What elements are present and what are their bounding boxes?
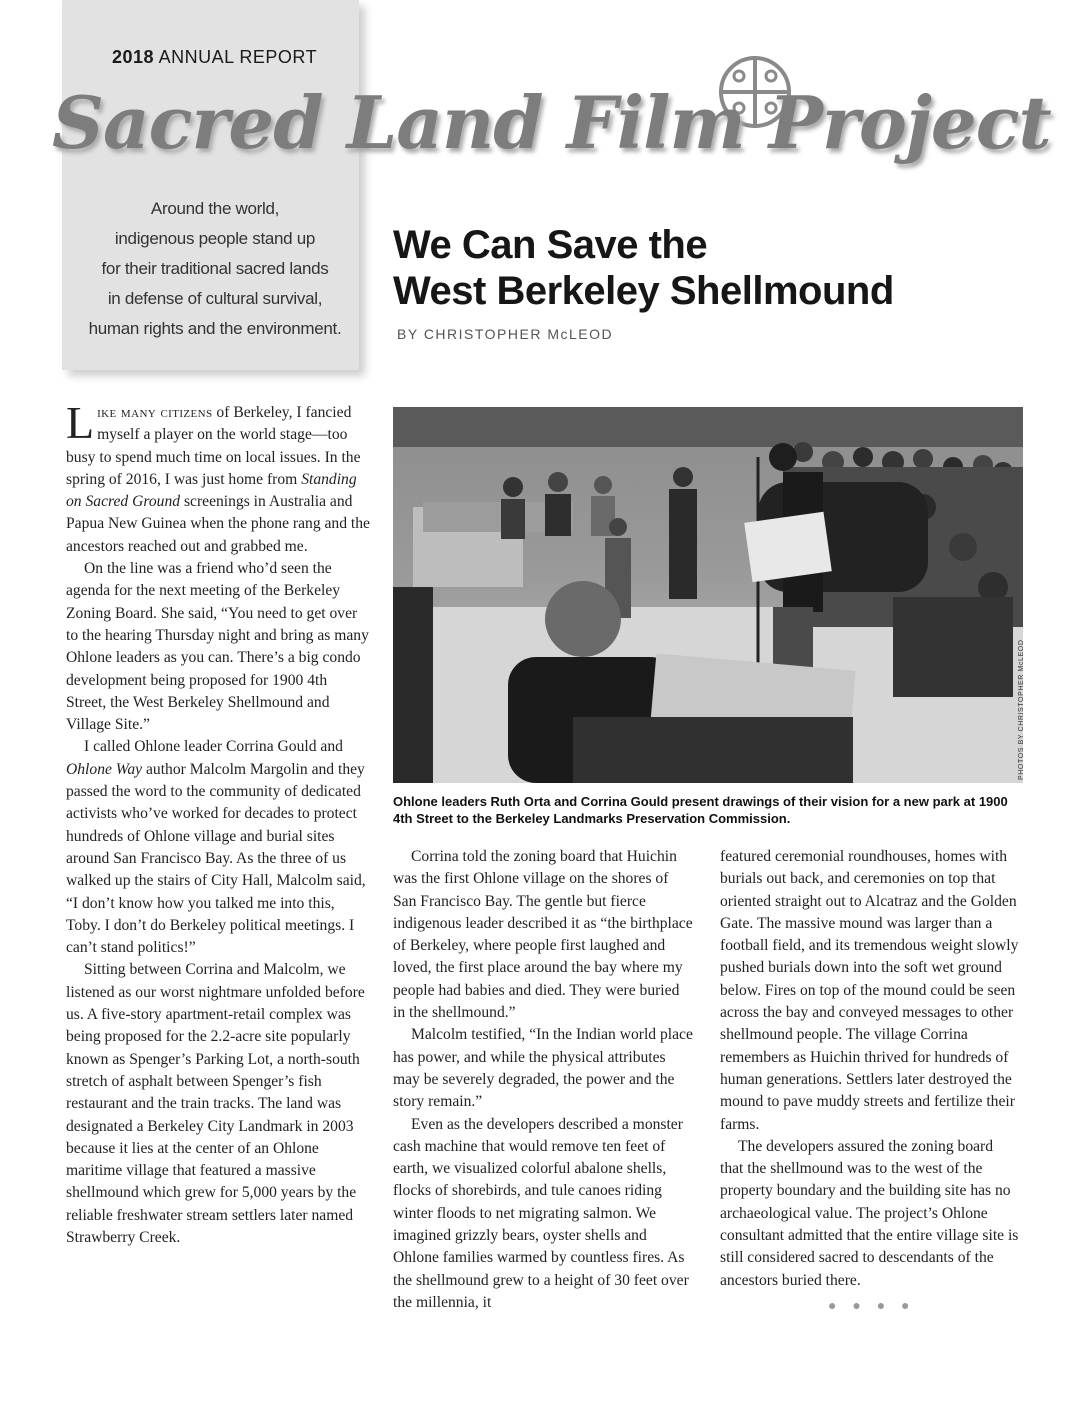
masthead-title: Sacred Land Film Project — [52, 80, 1051, 165]
meeting-photo — [393, 407, 1023, 783]
headline-line-1: We Can Save the — [393, 223, 708, 267]
annual-report-label — [112, 47, 317, 68]
paragraph: Corrina told the zoning board that Huichin was the first Ohlone village on the shores of San Francisco Bay. The gentle but fierce indigenous leader described it as “the birthplace of Berkeley, where people first laughed and loved, the first place around the bay where my people had babies and died. They were buried in the shellmound.” — [393, 848, 693, 1022]
article-column-right — [720, 846, 1020, 1292]
paragraph: featured ceremonial roundhouses, homes with burials out back, and ceremonies on top that oriented straight out to Alcatraz and the Golden Gate. The massive mound was larger than a football field, and its tremendous weight slowly pushed burials down into the soft wet ground below. Fires on top of the mound could be seen across the bay and conveyed messages to other shellmound people. The village Corrina remembers as Huichin thrived for hundreds of human generations. Settlers later destroyed the mound to pave muddy streets and fertilize their farms. — [720, 848, 1019, 1133]
photo-credit: PHOTOS BY CHRISTOPHER McLEOD — [1018, 639, 1025, 780]
report-year: 2018 — [112, 47, 155, 67]
byline: BY CHRISTOPHER McLEOD — [397, 326, 614, 342]
paragraph: Like many citizens of Berkeley, I fancied myself a player on the world stage—too busy to spend much time on local issues. In the spring of 2016, I was just home from Standing on Sacred Ground screenings in Australia and Papua New Guinea when the phone rang and the ancestors reached out and grabbed me. — [66, 397, 370, 555]
drop-cap: L — [66, 397, 95, 448]
paragraph: Malcolm testified, “In the Indian world place has power, and while the physical attributes may be severely degraded, the power and the story remain.” — [393, 1026, 693, 1111]
end-of-section-dots-icon: ● ● ● ● — [828, 1297, 916, 1313]
paragraph: On the line was a friend who’d seen the agenda for the next meeting of the Berkeley Zoning Board. She said, “You need to get over to the hearing Thursday night and bring as many Ohlone leaders as you can. There’s a big condo development being proposed for 1900 4th Street, the West Berkeley Shellmound and Village Site.” — [66, 560, 369, 734]
article-column-middle — [393, 846, 693, 1314]
tagline-line: Around the world, — [150, 199, 280, 218]
tagline — [70, 194, 360, 344]
paragraph: Sitting between Corrina and Malcolm, we listened as our worst nightmare unfolded before us. A five-story apartment-retail complex was being proposed for the 2.2-acre site popularly known as Spenger’s Parking Lot, a north-south stretch of asphalt between Spenger’s fish restaurant and the train tracks. The land was designated a Berkeley City Landmark in 2003 because it lies at the center of an Ohlone maritime village that featured a massive shellmound which grew for 5,000 years by the reliable freshwater stream settlers later named Strawberry Creek. — [66, 961, 365, 1246]
photo-caption: Ohlone leaders Ruth Orta and Corrina Gould present drawings of their vision for a new park at 1900 4th Street to the Berkeley Landmarks Preservation Commission. — [393, 794, 1008, 826]
report-label-text: ANNUAL REPORT — [158, 47, 318, 67]
headline-line-2: West Berkeley Shellmound — [393, 269, 894, 313]
photo-placeholder-icon — [393, 407, 1023, 783]
tagline-line: for their traditional sacred lands — [101, 259, 329, 278]
paragraph: The developers assured the zoning board that the shellmound was to the west of the property boundary and the building site has no archaeological value. The project’s Ohlone consultant admitted that the entire village site is still considered sacred to descendants of the ancestors buried there. — [720, 1137, 1019, 1289]
tagline-line: indigenous people stand up — [114, 229, 316, 248]
article-headline — [393, 222, 1013, 314]
article-column-left — [66, 397, 370, 1249]
tagline-line: in defense of cultural survival, — [107, 289, 323, 308]
paragraph: I called Ohlone leader Corrina Gould and Ohlone Way author Malcolm Margolin and they passed the word to the community of dedicated activists who’ve worked for decades to protect hundreds of Ohlone village and burial sites around San Francisco Bay. As the three of us walked up the stairs of City Hall, Malcolm said, “I don’t know how you talked me into this, Toby. I don’t do Berkeley political meetings. I can’t stand politics!” — [66, 738, 366, 957]
tagline-line: human rights and the environment. — [88, 319, 342, 338]
paragraph: Even as the developers described a monster cash machine that would remove ten feet of earth, we visualized colorful abalone shells, flocks of shorebirds, and tule canoes riding winter floods to net migrating salmon. We imagined grizzly bears, oyster shells and Ohlone families warmed by countless fires. As the shellmound grew to a height of 30 feet over the millennia, it — [393, 1115, 689, 1311]
